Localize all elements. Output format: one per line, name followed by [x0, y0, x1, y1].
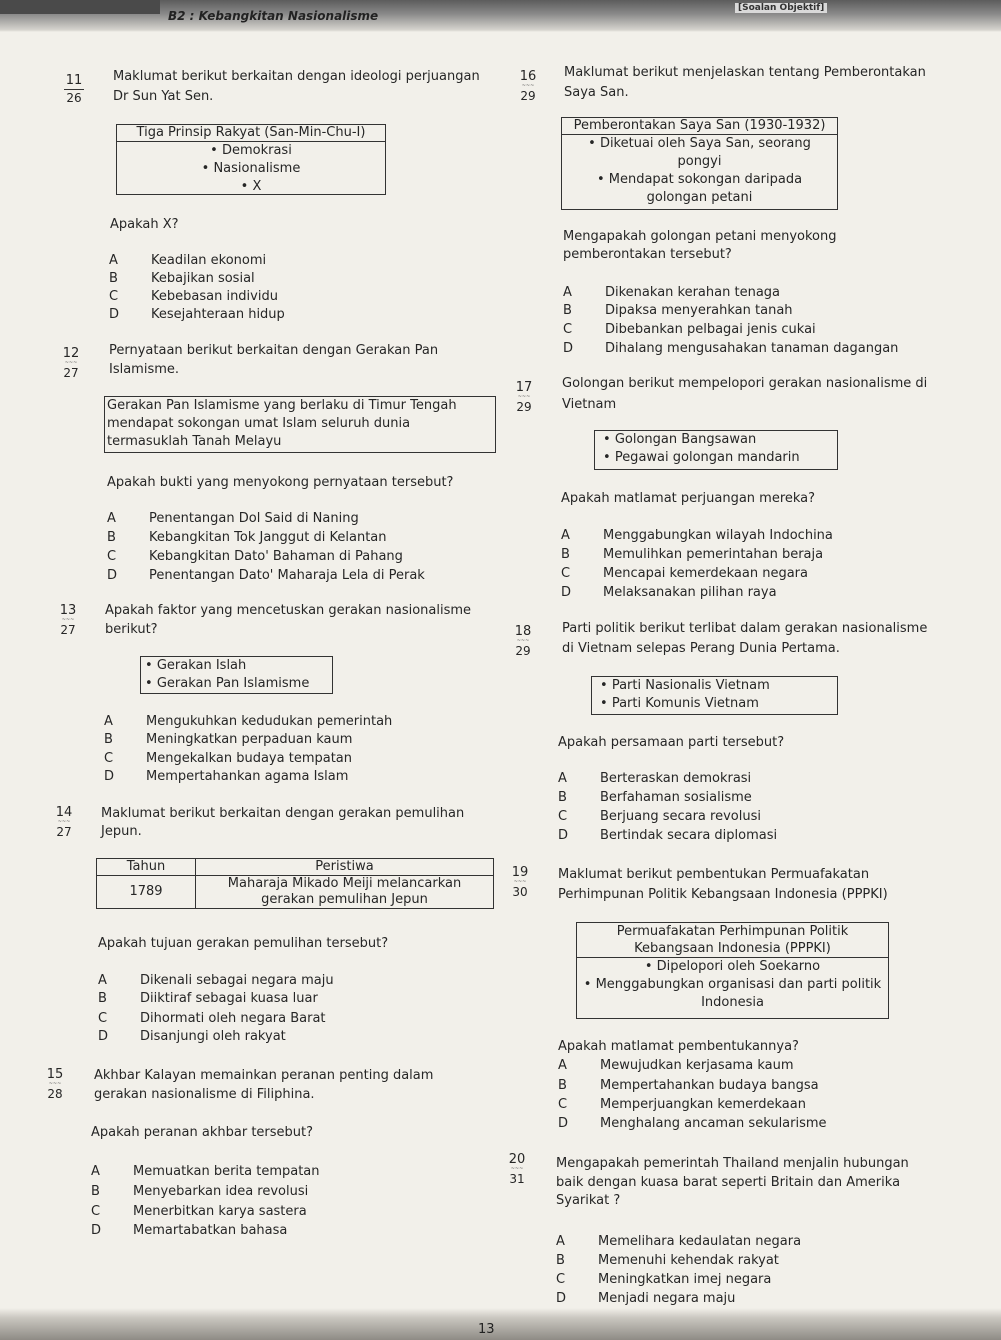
q19-box-line: • Menggabungkan organisasi dan parti politik: [577, 976, 888, 994]
q14-stem-1: Maklumat berikut berkaitan dengan gerakan pemulihan: [101, 806, 465, 821]
q16-box-line: • Mendapat sokongan daripada: [562, 171, 837, 189]
q13-box-item: • Gerakan Pan Islamisme: [145, 675, 332, 693]
q12-box-line: Gerakan Pan Islamisme yang berlaku di Timur Tengah: [107, 398, 457, 413]
q16-stem-2: Saya San.: [564, 85, 629, 100]
q14-table-year: 1789: [97, 876, 196, 909]
q12-statement-box: [104, 396, 496, 453]
q16-option-a[interactable]: A Dikenakan kerahan tenaga: [563, 285, 780, 300]
q17-option-c[interactable]: C Mencapai kemerdekaan negara: [561, 566, 808, 581]
q12-option-b[interactable]: B Kebangkitan Tok Janggut di Kelantan: [107, 530, 387, 545]
q19-stem-2: Perhimpunan Politik Kebangsaan Indonesia (PPPKI): [558, 887, 888, 902]
q20-option-c[interactable]: C Meningkatkan imej negara: [556, 1272, 772, 1287]
q11-stem-1: Maklumat berikut berkaitan dengan ideologi perjuangan: [113, 69, 480, 84]
q19-box-title-2: Kebangsaan Indonesia (PPPKI): [577, 941, 888, 958]
q11-box-item: • Nasionalisme: [117, 160, 385, 178]
q19-option-a[interactable]: A Mewujudkan kerjasama kaum: [558, 1058, 794, 1073]
q16-stem-1: Maklumat berikut menjelaskan tentang Pemberontakan: [564, 65, 926, 80]
q19-info-box: [576, 922, 889, 1019]
q14-table-header-year: Tahun: [97, 859, 196, 876]
q20-stem-3: Syarikat ?: [556, 1193, 621, 1208]
q11-option-c[interactable]: C Kebebasan individu: [109, 289, 278, 304]
q14-table-event: Maharaja Mikado Meiji melancarkan gerakan pemulihan Jepun: [196, 876, 494, 909]
q16-option-c[interactable]: C Dibebankan pelbagai jenis cukai: [563, 322, 816, 337]
q18-box-item: • Parti Komunis Vietnam: [600, 695, 837, 713]
q11-prompt: Apakah X?: [110, 217, 179, 232]
question-number-19: 19 ~~~ 30: [511, 865, 529, 899]
q11-option-d[interactable]: D Kesejahteraan hidup: [109, 307, 285, 322]
q20-option-d[interactable]: D Menjadi negara maju: [556, 1291, 736, 1306]
question-number-11: 11 26: [65, 73, 83, 105]
q19-option-c[interactable]: C Memperjuangkan kemerdekaan: [558, 1097, 806, 1112]
q15-option-b[interactable]: B Menyebarkan idea revolusi: [91, 1184, 309, 1199]
q13-stem-2: berikut?: [105, 622, 158, 637]
q11-box-item: • X: [117, 178, 385, 196]
chapter-title: B2 : Kebangkitan Nasionalisme: [168, 9, 379, 23]
question-number-20: 20 ~~~ 31: [508, 1152, 526, 1186]
q11-info-box: [116, 124, 386, 195]
q17-stem-1: Golongan berikut mempelopori gerakan nasionalisme di: [562, 376, 928, 391]
q18-option-d[interactable]: D Bertindak secara diplomasi: [558, 828, 778, 843]
q15-stem-2: gerakan nasionalisme di Filiphina.: [94, 1087, 315, 1102]
q13-option-d[interactable]: D Mempertahankan agama Islam: [104, 769, 349, 784]
q12-stem-1: Pernyataan berikut berkaitan dengan Gerakan Pan: [109, 343, 439, 358]
q11-stem-2: Dr Sun Yat Sen.: [113, 89, 214, 104]
q18-stem-2: di Vietnam selepas Perang Dunia Pertama.: [562, 641, 840, 656]
q17-stem-2: Vietnam: [562, 397, 617, 412]
q16-box-line: golongan petani: [646, 190, 753, 205]
q12-option-c[interactable]: C Kebangkitan Dato' Bahaman di Pahang: [107, 549, 403, 564]
q13-info-box: [140, 656, 333, 694]
q17-box-item: • Golongan Bangsawan: [603, 431, 837, 449]
q16-box-line: pongyi: [677, 154, 722, 169]
q16-prompt-2: pemberontakan tersebut?: [563, 247, 732, 262]
q19-box-title-1: Permuafakatan Perhimpunan Politik: [616, 924, 849, 939]
section-label: [Soalan Objektif]: [735, 3, 827, 13]
question-number-18: 18 ~~~ 29: [514, 624, 532, 658]
q14-option-b[interactable]: B Diiktiraf sebagai kuasa luar: [98, 991, 318, 1006]
q20-option-b[interactable]: B Memenuhi kehendak rakyat: [556, 1253, 779, 1268]
q18-prompt: Apakah persamaan parti tersebut?: [558, 735, 785, 750]
q18-option-c[interactable]: C Berjuang secara revolusi: [558, 809, 761, 824]
q12-prompt: Apakah bukti yang menyokong pernyataan tersebut?: [107, 475, 454, 490]
header-logo-strip: [0, 0, 160, 14]
q12-box-line: termasuklah Tanah Melayu: [107, 434, 282, 449]
question-number-13: 13 ~~~ 27: [59, 603, 77, 637]
q20-stem-2: baik dengan kuasa barat seperti Britain dan Amerika: [556, 1175, 901, 1190]
q18-stem-1: Parti politik berikut terlibat dalam gerakan nasionalisme: [562, 621, 928, 636]
q19-option-b[interactable]: B Mempertahankan budaya bangsa: [558, 1078, 819, 1093]
q16-option-b[interactable]: B Dipaksa menyerahkan tanah: [563, 303, 793, 318]
q12-stem-2: Islamisme.: [109, 362, 180, 377]
q15-option-c[interactable]: C Menerbitkan karya sastera: [91, 1204, 307, 1219]
question-number-14: 14 ~~~ 27: [55, 805, 73, 839]
q13-stem-1: Apakah faktor yang mencetuskan gerakan nasionalisme: [105, 603, 472, 618]
q14-option-a[interactable]: A Dikenali sebagai negara maju: [98, 973, 334, 988]
q19-stem-1: Maklumat berikut pembentukan Permuafakatan: [558, 867, 870, 882]
q18-option-a[interactable]: A Berteraskan demokrasi: [558, 771, 752, 786]
q16-option-d[interactable]: D Dihalang mengusahakan tanaman dagangan: [563, 341, 899, 356]
q11-box-item: • Demokrasi: [117, 142, 385, 160]
q17-info-box: [594, 430, 838, 470]
q13-box-item: • Gerakan Islah: [145, 657, 332, 675]
question-number-12: 12 ~~~ 27: [62, 346, 80, 380]
q17-option-b[interactable]: B Memulihkan pemerintahan beraja: [561, 547, 824, 562]
q14-option-d[interactable]: D Disanjungi oleh rakyat: [98, 1029, 286, 1044]
q18-info-box: [591, 676, 838, 715]
q12-option-a[interactable]: A Penentangan Dol Said di Naning: [107, 511, 359, 526]
q13-option-a[interactable]: A Mengukuhkan kedudukan pemerintah: [104, 714, 393, 729]
q17-option-a[interactable]: A Menggabungkan wilayah Indochina: [561, 528, 833, 543]
q18-box-item: • Parti Nasionalis Vietnam: [600, 677, 837, 695]
q17-option-d[interactable]: D Melaksanakan pilihan raya: [561, 585, 777, 600]
q13-option-b[interactable]: B Meningkatkan perpaduan kaum: [104, 732, 353, 747]
q15-prompt: Apakah peranan akhbar tersebut?: [91, 1125, 314, 1140]
q20-option-a[interactable]: A Memelihara kedaulatan negara: [556, 1234, 802, 1249]
q11-option-b[interactable]: B Kebajikan sosial: [109, 271, 255, 286]
q14-stem-2: Jepun.: [101, 824, 142, 839]
q15-option-d[interactable]: D Memartabatkan bahasa: [91, 1223, 288, 1238]
page-number: 13: [478, 1322, 495, 1337]
q13-option-c[interactable]: C Mengekalkan budaya tempatan: [104, 751, 353, 766]
q11-box-title: Tiga Prinsip Rakyat (San-Min-Chu-I): [117, 125, 385, 142]
q15-option-a[interactable]: A Memuatkan berita tempatan: [91, 1164, 320, 1179]
q16-info-box: [561, 117, 838, 210]
q12-option-d[interactable]: D Penentangan Dato' Maharaja Lela di Perak: [107, 568, 425, 583]
q19-option-d[interactable]: D Menghalang ancaman sekularisme: [558, 1116, 827, 1131]
q14-option-c[interactable]: C Dihormati oleh negara Barat: [98, 1011, 326, 1026]
q15-stem-1: Akhbar Kalayan memainkan peranan penting dalam: [94, 1068, 434, 1083]
question-number-15: 15 ~~~ 28: [46, 1067, 64, 1101]
q19-prompt: Apakah matlamat pembentukannya?: [558, 1039, 799, 1054]
q14-info-table: [96, 858, 494, 909]
q16-prompt-1: Mengapakah golongan petani menyokong: [563, 229, 837, 244]
q20-stem-1: Mengapakah pemerintah Thailand menjalin hubungan: [556, 1156, 909, 1171]
q17-box-item: • Pegawai golongan mandarin: [603, 449, 837, 467]
q11-option-a[interactable]: A Keadilan ekonomi: [109, 253, 267, 268]
question-number-17: 17 ~~~ 29: [515, 380, 533, 414]
q14-table-header-event: Peristiwa: [196, 859, 494, 876]
question-number-16: 16 ~~~ 29: [519, 69, 537, 103]
q19-box-line: Indonesia: [701, 995, 764, 1010]
q17-prompt: Apakah matlamat perjuangan mereka?: [561, 491, 816, 506]
q12-box-line: mendapat sokongan umat Islam seluruh dunia: [107, 416, 411, 431]
q19-box-line: • Dipelopori oleh Soekarno: [577, 958, 888, 976]
q14-prompt: Apakah tujuan gerakan pemulihan tersebut?: [98, 936, 389, 951]
q18-option-b[interactable]: B Berfahaman sosialisme: [558, 790, 752, 805]
q16-box-title: Pemberontakan Saya San (1930-1932): [562, 118, 837, 135]
q16-box-line: • Diketuai oleh Saya San, seorang: [562, 135, 837, 153]
bottom-scan-edge: [0, 1308, 1001, 1340]
